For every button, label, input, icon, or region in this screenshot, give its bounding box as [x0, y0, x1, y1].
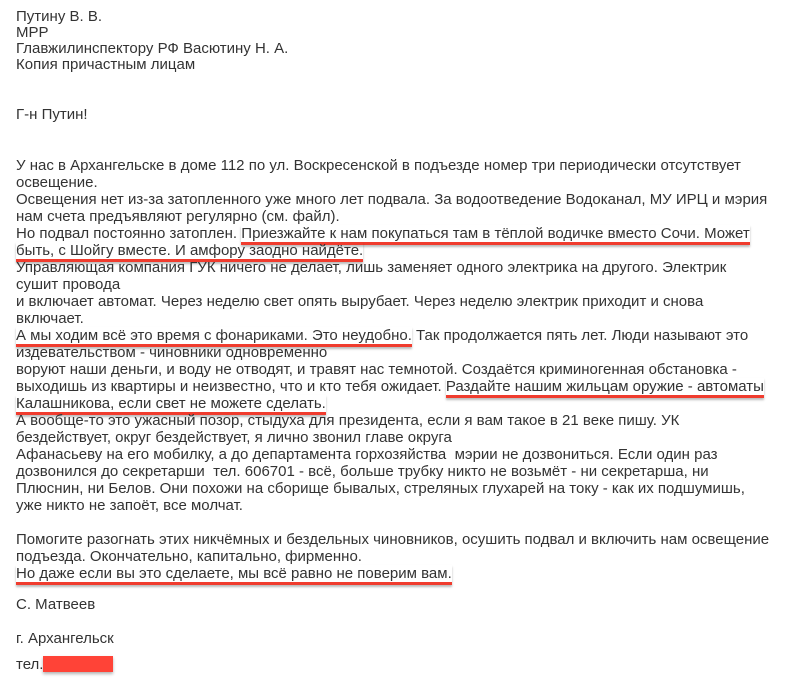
letter-line	[16, 412, 801, 429]
letter-line	[16, 446, 801, 463]
letter-line	[16, 293, 801, 310]
letter-line	[16, 259, 801, 276]
letter-line	[16, 327, 801, 344]
underlined-text: Калашникова, если свет не можете сделать.	[16, 395, 326, 415]
salutation-text: Г-н Путин!	[16, 106, 88, 123]
signature-name	[16, 596, 801, 613]
line-text: и включает автомат. Через неделю свет опять вырубает. Через неделю электрик приходит и снова	[16, 293, 704, 310]
signature-phone-line	[16, 656, 801, 673]
line-text: освещение.	[16, 174, 98, 191]
line-text: Освещения нет из-за затопленного уже много лет подвала. За водоотведение Водоканал, МУ ИРЦ и мэрия	[16, 191, 768, 208]
addressee-text: Копия причастным лицам	[16, 56, 196, 73]
salutation	[16, 106, 801, 123]
line-text: нам счета предъявляют регулярно (см. файл).	[16, 208, 340, 225]
letter-line	[16, 497, 801, 514]
phone-redaction-box	[43, 656, 113, 672]
line-text: издевательством - чиновники одновременно	[16, 344, 328, 361]
letter-header	[16, 9, 801, 73]
letter-line	[16, 565, 801, 582]
line-text: выходишь из квартиры и неизвестно, что и кто тебя ожидает.	[16, 378, 446, 395]
underlined-text: А мы ходим всё это время с фонариками. Это неудобно.	[16, 327, 412, 347]
addressee-line	[16, 25, 801, 41]
line-text: бездействует, округ бездействует, я лично звонил главе округа	[16, 429, 452, 446]
letter-line	[16, 276, 801, 293]
line-text: Афанасьеву на его мобилку, а до департамента горхозяйства мэрии не дозвониться. Если один раз	[16, 446, 718, 463]
line-text: У нас в Архангельске в доме 112 по ул. Воскресенской в подъезде номер три периодически отсутствует	[16, 157, 741, 174]
underlined-text: Приезжайте к нам покупаться там в тёплой водичке вместо Сочи. Может	[241, 225, 749, 245]
letter-line	[16, 225, 801, 242]
letter-line	[16, 480, 801, 497]
signature-city-text: г. Архангельск	[16, 630, 114, 647]
addressee-line	[16, 57, 801, 73]
blank-line	[16, 514, 801, 531]
line-text: уже никто не запоёт, все молчат.	[16, 497, 243, 514]
line-text: А вообще-то это ужасный позор, стыдуха для президента, если я вам такое в 21 веке пишу. УК	[16, 412, 680, 429]
letter-line	[16, 429, 801, 446]
letter-line	[16, 378, 801, 395]
letter-line	[16, 174, 801, 191]
addressee-line	[16, 9, 801, 25]
letter-line	[16, 361, 801, 378]
line-text: Управляющая компания ГУК ничего не делает, лишь заменяет одного электрика на другого. Электрик	[16, 259, 727, 276]
line-text: Помогите разогнать этих никчёмных и бездельных чиновников, осушить подвал и включить нам освещение	[16, 531, 770, 548]
letter-line	[16, 208, 801, 225]
addressee-text: МРР	[16, 24, 49, 41]
letter-line	[16, 191, 801, 208]
underlined-text: быть, с Шойгу вместе. И амфору заодно найдёте.	[16, 242, 363, 262]
phone-label: тел.	[16, 656, 44, 673]
underlined-text: Но даже если вы это сделаете, мы всё равно не поверим вам.	[16, 565, 452, 585]
letter-line	[16, 310, 801, 327]
line-text: Но подвал постоянно затоплен.	[16, 225, 242, 242]
letter-line	[16, 463, 801, 480]
letter-line	[16, 548, 801, 565]
addressee-text: Путину В. В.	[16, 8, 102, 25]
addressee-text: Главжилинспектору РФ Васютину Н. А.	[16, 40, 289, 57]
signature-name-text: С. Матвеев	[16, 596, 96, 613]
addressee-line	[16, 41, 801, 57]
underlined-text: Раздайте нашим жильцам оружие - автоматы	[446, 378, 764, 398]
line-text: подъезда. Окончательно, капитально, фирменно.	[16, 548, 362, 565]
line-text: воруют наши деньги, и воду не отводят, и травят нас темнотой. Создаётся криминогенная обстановка -	[16, 361, 737, 378]
signature-city	[16, 630, 801, 647]
letter-body	[16, 157, 801, 582]
line-text: дозвонился до секретарши тел. 606701 - всё, больше трубку никто не возьмёт - ни секретарша, ни	[16, 463, 709, 480]
line-text: Так продолжается пять лет. Люди называют это	[411, 327, 749, 344]
line-text: Плюснин, ни Белов. Они похожи на сборище бывалых, стреляных глухарей на току - как их подшумишь,	[16, 480, 745, 497]
letter-line	[16, 531, 801, 548]
letter-line	[16, 157, 801, 174]
line-text: включает.	[16, 310, 84, 327]
line-text: сушит провода	[16, 276, 121, 293]
